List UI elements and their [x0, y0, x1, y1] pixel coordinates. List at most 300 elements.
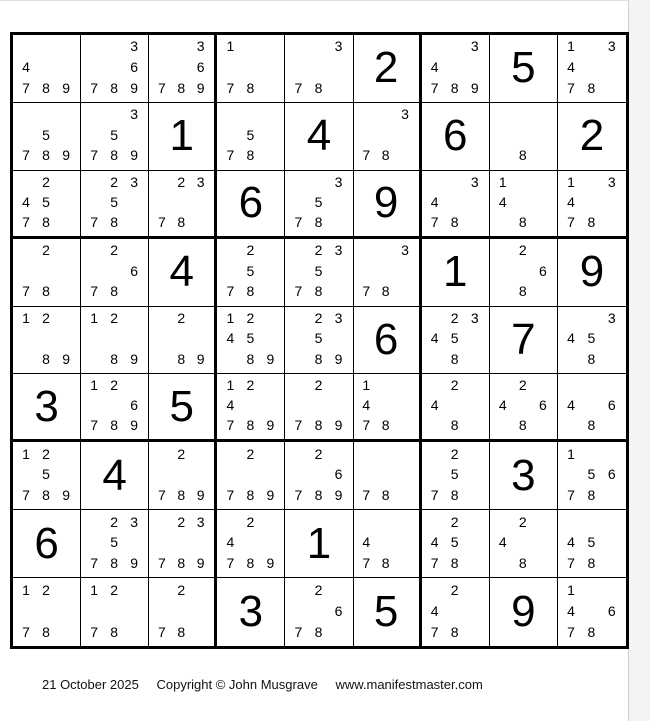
candidate-slot-empty [84, 172, 104, 192]
candidate-digit: 5 [314, 262, 323, 279]
candidate-slot-empty [191, 532, 210, 553]
candidate-slot-empty [172, 464, 191, 485]
sudoku-cell[interactable] [149, 510, 217, 578]
candidate-digit: 3 [334, 241, 343, 258]
candidate-digit: 2 [177, 445, 186, 462]
given-digit: 6 [442, 111, 468, 161]
candidate-digit: 1 [226, 38, 235, 55]
sudoku-cell[interactable] [81, 578, 149, 646]
candidate-slot-empty [172, 36, 191, 57]
candidate-slot-empty [104, 36, 124, 57]
sudoku-cell[interactable] [149, 374, 217, 442]
sudoku-cell[interactable] [149, 578, 217, 646]
candidate-digit: 4 [567, 602, 575, 619]
sudoku-cell[interactable] [422, 510, 490, 578]
candidate-digit: 7 [430, 79, 439, 96]
sudoku-cell[interactable] [422, 374, 490, 442]
candidate-slot-empty [602, 375, 622, 395]
candidate-slot-empty [581, 579, 601, 600]
candidate-digit: 8 [42, 213, 50, 230]
candidate-slot-empty [445, 395, 465, 415]
candidate-digit: 7 [90, 283, 99, 300]
candidate-digit: 4 [498, 193, 507, 210]
sudoku-cell[interactable] [558, 171, 626, 239]
sudoku-cell[interactable] [490, 374, 558, 442]
footer-date: 21 October 2025 [42, 677, 139, 692]
candidate-digit: 8 [450, 486, 459, 503]
candidate-slot-empty [260, 532, 280, 553]
candidate-slot-empty [395, 375, 414, 395]
sudoku-cell[interactable] [285, 171, 353, 239]
candidate-grid [561, 308, 622, 370]
candidate-slot-empty [16, 172, 36, 192]
candidate-slot-empty [376, 260, 395, 281]
sudoku-cell[interactable] [422, 103, 490, 171]
candidate-digit: 7 [90, 147, 99, 164]
candidate-slot-empty [308, 57, 328, 78]
candidate-slot-empty [329, 375, 349, 395]
candidate-digit: 9 [266, 351, 275, 368]
candidate-slot-empty [36, 57, 56, 78]
candidate-slot-empty [602, 57, 622, 78]
candidate-digit: 7 [90, 213, 99, 230]
sudoku-cell[interactable] [354, 442, 422, 510]
candidate-slot-empty [395, 260, 414, 281]
candidate-slot-empty [425, 443, 445, 464]
candidate-grid [288, 579, 348, 642]
sudoku-cell[interactable] [490, 35, 558, 103]
candidate-grid [152, 308, 210, 370]
candidate-digit: 9 [62, 486, 70, 503]
sudoku-cell[interactable] [217, 374, 285, 442]
candidate-digit: 8 [450, 623, 459, 640]
given-digit: 4 [306, 111, 332, 161]
candidate-digit: 2 [314, 309, 323, 326]
candidate-slot-empty [395, 464, 414, 485]
candidate-slot-empty [56, 104, 76, 125]
candidate-slot-empty [513, 104, 533, 125]
candidate-digit: 3 [401, 106, 409, 123]
sudoku-cell[interactable] [217, 578, 285, 646]
candidate-slot-empty [172, 328, 191, 349]
sudoku-cell[interactable] [81, 35, 149, 103]
sudoku-cell[interactable] [81, 307, 149, 375]
candidate-digit: 3 [196, 38, 205, 55]
sudoku-cell[interactable] [354, 510, 422, 578]
candidate-digit: 7 [90, 623, 99, 640]
given-digit: 9 [579, 247, 605, 297]
sudoku-cell[interactable] [81, 103, 149, 171]
candidate-digit: 4 [226, 397, 235, 414]
candidate-digit: 8 [381, 147, 390, 164]
sudoku-cell[interactable] [285, 307, 353, 375]
candidate-slot-empty [152, 579, 171, 600]
candidate-grid [493, 511, 553, 573]
sudoku-cell[interactable] [81, 171, 149, 239]
candidate-slot-empty [465, 579, 485, 600]
candidate-slot-empty [493, 552, 513, 573]
candidate-slot-empty [260, 511, 280, 532]
sudoku-cell[interactable] [490, 307, 558, 375]
candidate-digit: 8 [381, 417, 390, 434]
candidate-slot-empty [533, 240, 553, 261]
candidate-digit: 9 [130, 147, 139, 164]
candidate-digit: 6 [130, 58, 139, 75]
candidate-slot-empty [425, 464, 445, 485]
candidate-digit: 2 [450, 513, 459, 530]
candidate-grid [425, 579, 485, 642]
candidate-digit: 1 [226, 377, 235, 394]
candidate-grid [357, 104, 415, 166]
sudoku-cell[interactable] [149, 171, 217, 239]
candidate-slot-empty [308, 464, 328, 485]
sudoku-cell[interactable] [490, 171, 558, 239]
candidate-slot-empty [581, 308, 601, 329]
candidate-slot-empty [376, 443, 395, 464]
sudoku-cell[interactable] [13, 374, 81, 442]
candidate-digit: 4 [430, 534, 439, 551]
candidate-slot-empty [602, 443, 622, 464]
sudoku-cell[interactable] [13, 307, 81, 375]
footer-copyright: Copyright © John Musgrave [156, 677, 318, 692]
candidate-digit: 4 [362, 534, 371, 551]
sudoku-cell[interactable] [422, 239, 490, 307]
candidate-digit: 2 [246, 445, 255, 462]
candidate-slot-empty [56, 281, 76, 302]
sudoku-cell[interactable] [285, 374, 353, 442]
candidate-digit: 7 [362, 147, 371, 164]
candidate-slot-empty [465, 464, 485, 485]
candidate-slot-empty [395, 511, 414, 532]
candidate-slot-empty [124, 240, 144, 261]
sudoku-cell[interactable] [558, 578, 626, 646]
candidate-digit: 7 [158, 486, 166, 503]
candidate-slot-empty [533, 172, 553, 192]
candidate-grid [16, 36, 76, 98]
candidate-grid [425, 511, 485, 573]
candidate-digit: 8 [246, 417, 255, 434]
candidate-digit: 1 [226, 309, 235, 326]
candidate-slot-empty [493, 511, 513, 532]
candidate-digit: 9 [196, 486, 205, 503]
sudoku-cell[interactable] [558, 307, 626, 375]
sudoku-cell[interactable] [354, 171, 422, 239]
candidate-grid [493, 375, 553, 435]
candidate-digit: 7 [22, 213, 30, 230]
sudoku-cell[interactable] [422, 307, 490, 375]
sudoku-cell[interactable] [149, 307, 217, 375]
candidate-slot-empty [376, 532, 395, 553]
sudoku-grid [10, 32, 629, 649]
candidate-slot-empty [465, 600, 485, 621]
candidate-digit: 8 [314, 417, 323, 434]
candidate-slot-empty [329, 192, 349, 212]
sudoku-cell[interactable] [490, 442, 558, 510]
candidate-digit: 8 [587, 554, 596, 571]
candidate-grid [357, 240, 415, 302]
sudoku-cell[interactable] [217, 103, 285, 171]
given-digit: 3 [511, 450, 536, 500]
sudoku-cell[interactable] [490, 510, 558, 578]
candidate-digit: 1 [362, 377, 371, 394]
sudoku-cell[interactable] [422, 442, 490, 510]
candidate-slot-empty [513, 395, 533, 415]
candidate-slot-empty [220, 443, 240, 464]
sudoku-cell[interactable] [422, 171, 490, 239]
candidate-slot-empty [329, 260, 349, 281]
candidate-slot-empty [260, 281, 280, 302]
candidate-grid [152, 443, 210, 505]
sudoku-cell[interactable] [490, 239, 558, 307]
candidate-slot-empty [56, 125, 76, 146]
sudoku-cell[interactable] [558, 35, 626, 103]
sudoku-cell[interactable] [285, 239, 353, 307]
candidate-digit: 7 [362, 283, 371, 300]
sudoku-cell[interactable] [149, 239, 217, 307]
candidate-slot-empty [84, 600, 104, 621]
candidate-slot-empty [56, 600, 76, 621]
candidate-slot-empty [602, 77, 622, 98]
candidate-digit: 2 [518, 241, 527, 258]
candidate-slot-empty [581, 172, 601, 192]
candidate-digit: 8 [42, 486, 50, 503]
candidate-digit: 8 [177, 79, 186, 96]
candidate-slot-empty [16, 36, 36, 57]
sudoku-cell[interactable] [354, 307, 422, 375]
candidate-slot-empty [329, 443, 349, 464]
candidate-digit: 8 [450, 554, 459, 571]
candidate-digit: 7 [294, 213, 303, 230]
candidate-slot-empty [84, 104, 104, 125]
candidate-slot-empty [465, 328, 485, 349]
sudoku-cell[interactable] [354, 374, 422, 442]
candidate-digit: 8 [246, 351, 255, 368]
candidate-slot-empty [56, 36, 76, 57]
candidate-digit: 7 [22, 79, 30, 96]
candidate-slot-empty [152, 172, 171, 192]
sudoku-cell[interactable] [558, 239, 626, 307]
candidate-digit: 2 [450, 309, 459, 326]
sudoku-cell[interactable] [13, 35, 81, 103]
candidate-slot-empty [191, 212, 210, 232]
candidate-digit: 7 [22, 486, 30, 503]
candidate-slot-empty [465, 212, 485, 232]
sudoku-cell[interactable] [354, 103, 422, 171]
candidate-digit: 2 [110, 581, 119, 598]
candidate-digit: 2 [110, 513, 119, 530]
candidate-slot-empty [260, 308, 280, 329]
given-digit: 4 [169, 247, 195, 297]
candidate-digit: 3 [470, 38, 479, 55]
candidate-slot-empty [288, 57, 308, 78]
candidate-slot-empty [84, 260, 104, 281]
sudoku-cell[interactable] [354, 578, 422, 646]
candidate-digit: 9 [130, 351, 139, 368]
sudoku-cell[interactable] [217, 510, 285, 578]
sudoku-cell[interactable] [81, 510, 149, 578]
sudoku-cell[interactable] [422, 35, 490, 103]
candidate-digit: 7 [226, 147, 235, 164]
sudoku-cell[interactable] [558, 374, 626, 442]
candidate-slot-empty [191, 579, 210, 600]
candidate-slot-empty [513, 260, 533, 281]
sudoku-cell[interactable] [558, 103, 626, 171]
candidate-slot-empty [465, 621, 485, 642]
candidate-digit: 7 [158, 554, 166, 571]
candidate-digit: 5 [42, 193, 50, 210]
candidate-digit: 2 [450, 377, 459, 394]
candidate-digit: 9 [266, 417, 275, 434]
candidate-slot-empty [124, 125, 144, 146]
sudoku-cell[interactable] [558, 510, 626, 578]
candidate-slot-empty [191, 308, 210, 329]
candidate-digit: 8 [518, 283, 527, 300]
candidate-slot-empty [425, 349, 445, 370]
sudoku-cell[interactable] [81, 442, 149, 510]
candidate-digit: 3 [130, 38, 139, 55]
candidate-slot-empty [493, 415, 513, 435]
candidate-digit: 2 [177, 173, 186, 190]
candidate-slot-empty [425, 579, 445, 600]
candidate-digit: 9 [62, 147, 70, 164]
candidate-digit: 5 [450, 466, 459, 483]
sudoku-cell[interactable] [217, 442, 285, 510]
sudoku-cell[interactable] [13, 578, 81, 646]
candidate-slot-empty [533, 104, 553, 125]
given-digit: 3 [238, 587, 264, 637]
candidate-digit: 8 [381, 283, 390, 300]
candidate-digit: 3 [401, 241, 409, 258]
sudoku-cell[interactable] [490, 103, 558, 171]
candidate-digit: 7 [294, 486, 303, 503]
candidate-slot-empty [425, 172, 445, 192]
candidate-slot-empty [561, 464, 581, 485]
sudoku-cell[interactable] [81, 239, 149, 307]
candidate-slot-empty [288, 579, 308, 600]
candidate-slot-empty [357, 511, 376, 532]
candidate-grid [16, 172, 76, 232]
candidate-grid [220, 36, 280, 98]
sudoku-cell[interactable] [490, 578, 558, 646]
sudoku-cell[interactable] [81, 374, 149, 442]
candidate-slot-empty [84, 511, 104, 532]
candidate-slot-empty [513, 532, 533, 553]
sudoku-cell[interactable] [149, 35, 217, 103]
candidate-slot-empty [376, 395, 395, 415]
candidate-digit: 2 [314, 581, 323, 598]
sudoku-cell[interactable] [13, 239, 81, 307]
candidate-digit: 7 [226, 79, 235, 96]
candidate-digit: 3 [607, 309, 616, 326]
candidate-digit: 1 [567, 38, 575, 55]
candidate-slot-empty [533, 552, 553, 573]
candidate-digit: 8 [518, 554, 527, 571]
candidate-slot-empty [561, 415, 581, 435]
candidate-slot-empty [16, 240, 36, 261]
candidate-digit: 7 [294, 623, 303, 640]
sudoku-cell[interactable] [354, 35, 422, 103]
candidate-digit: 8 [246, 283, 255, 300]
candidate-grid [84, 375, 144, 435]
candidate-slot-empty [493, 240, 513, 261]
sudoku-cell[interactable] [285, 578, 353, 646]
candidate-slot-empty [84, 349, 104, 370]
candidate-digit: 6 [607, 466, 616, 483]
candidate-grid [288, 36, 348, 98]
candidate-slot-empty [240, 36, 260, 57]
candidate-slot-empty [124, 192, 144, 212]
sudoku-cell[interactable] [149, 442, 217, 510]
sudoku-cell[interactable] [285, 103, 353, 171]
candidate-digit: 1 [90, 309, 99, 326]
candidate-slot-empty [533, 415, 553, 435]
candidate-grid [16, 240, 76, 302]
sudoku-cell[interactable] [285, 35, 353, 103]
given-digit: 9 [511, 587, 536, 637]
candidate-digit: 7 [430, 213, 439, 230]
given-digit: 1 [442, 247, 468, 297]
candidate-slot-empty [357, 125, 376, 146]
candidate-slot-empty [16, 104, 36, 125]
candidate-slot-empty [395, 281, 414, 302]
candidate-slot-empty [329, 395, 349, 415]
candidate-digit: 2 [177, 309, 186, 326]
candidate-slot-empty [220, 464, 240, 485]
candidate-slot-empty [465, 192, 485, 212]
candidate-slot-empty [191, 600, 210, 621]
candidate-digit: 8 [314, 623, 323, 640]
sudoku-cell[interactable] [13, 510, 81, 578]
sudoku-cell[interactable] [217, 239, 285, 307]
sudoku-cell[interactable] [13, 442, 81, 510]
candidate-grid [220, 511, 280, 573]
candidate-slot-empty [581, 57, 601, 78]
sudoku-cell[interactable] [422, 578, 490, 646]
candidate-slot-empty [220, 125, 240, 146]
candidate-slot-empty [465, 532, 485, 553]
candidate-slot-empty [56, 240, 76, 261]
sudoku-cell[interactable] [285, 510, 353, 578]
sudoku-cell[interactable] [13, 103, 81, 171]
sudoku-cell[interactable] [217, 307, 285, 375]
candidate-slot-empty [602, 485, 622, 506]
candidate-slot-empty [16, 349, 36, 370]
sudoku-cell[interactable] [217, 171, 285, 239]
sudoku-cell[interactable] [285, 442, 353, 510]
candidate-slot-empty [357, 260, 376, 281]
candidate-digit: 5 [314, 193, 323, 210]
candidate-slot-empty [425, 36, 445, 57]
candidate-digit: 9 [130, 79, 139, 96]
sudoku-cell[interactable] [558, 442, 626, 510]
sudoku-cell[interactable] [13, 171, 81, 239]
candidate-slot-empty [220, 240, 240, 261]
candidate-slot-empty [533, 192, 553, 212]
candidate-grid [561, 375, 622, 435]
candidate-grid [220, 443, 280, 505]
candidate-slot-empty [56, 192, 76, 212]
candidate-slot-empty [260, 375, 280, 395]
sudoku-cell[interactable] [217, 35, 285, 103]
candidate-slot-empty [445, 172, 465, 192]
candidate-slot-empty [152, 511, 171, 532]
candidate-grid [152, 36, 210, 98]
candidate-slot-empty [191, 328, 210, 349]
sudoku-cell[interactable] [149, 103, 217, 171]
candidate-digit: 6 [334, 466, 343, 483]
sudoku-cell[interactable] [354, 239, 422, 307]
candidate-slot-empty [395, 532, 414, 553]
